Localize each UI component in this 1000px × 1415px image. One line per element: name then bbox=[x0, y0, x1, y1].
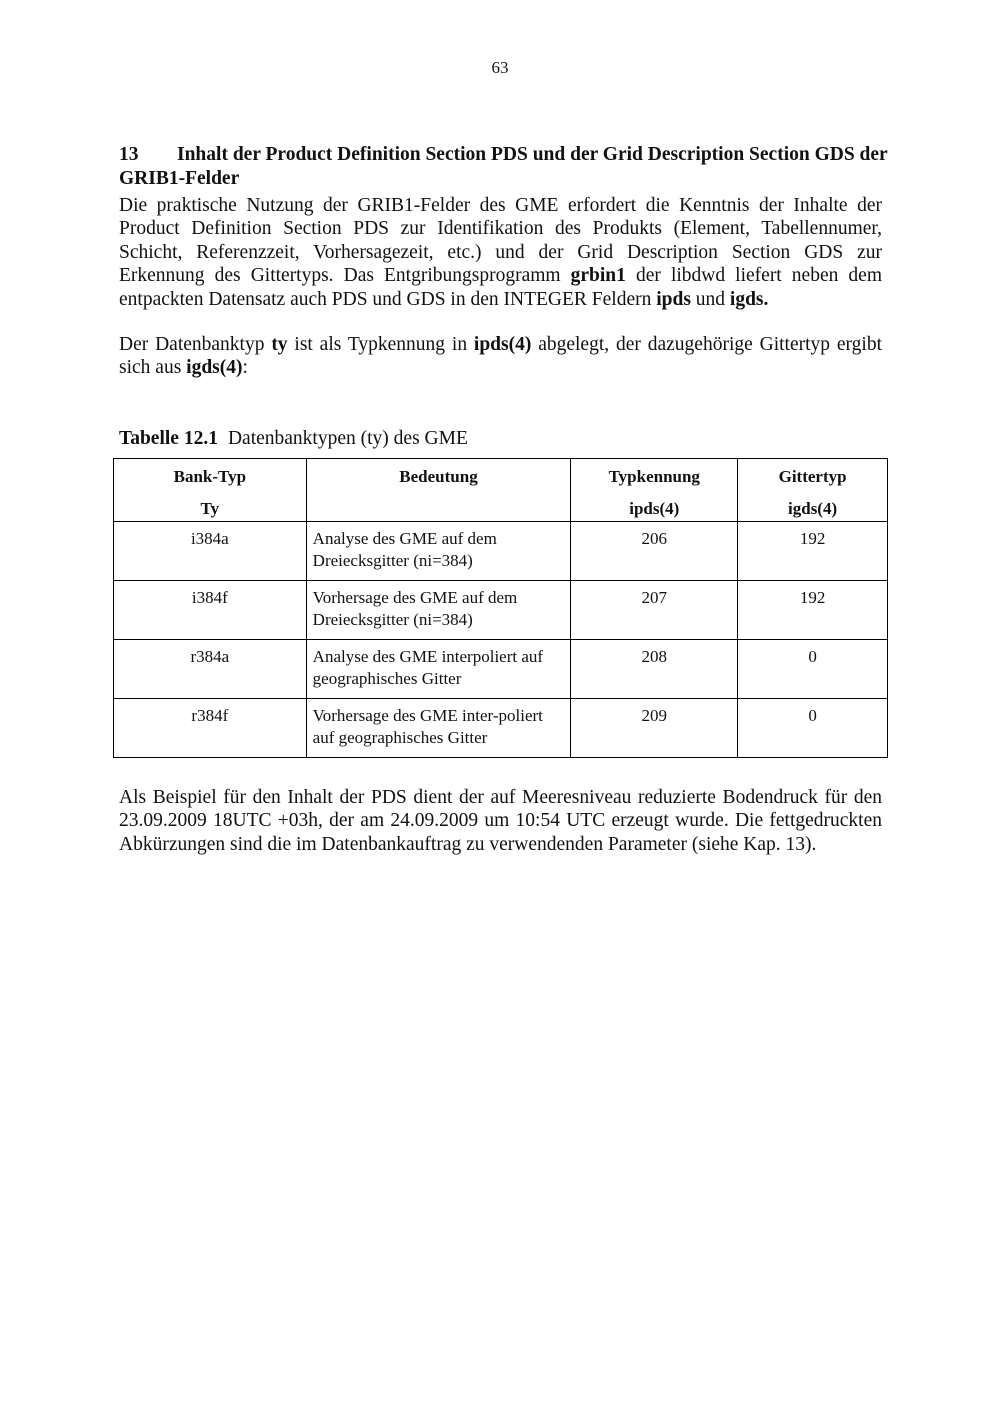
table-row bbox=[114, 640, 888, 699]
table-row bbox=[114, 522, 888, 581]
table-caption bbox=[119, 427, 468, 451]
table-row bbox=[114, 699, 888, 758]
header-line: Gittertyp bbox=[778, 467, 847, 486]
text-segment: : bbox=[242, 357, 248, 379]
text-segment: der libdwd liefert neben dem entpackten Datensatz auch PDS und GDS in den INTEGER Feldern bbox=[119, 265, 882, 310]
datatype-table bbox=[113, 458, 888, 758]
text-segment: ist als Typkennung in bbox=[287, 334, 474, 355]
section-heading bbox=[119, 143, 889, 191]
cell-bank-typ: i384a bbox=[114, 522, 307, 581]
header-line: igds(4) bbox=[788, 499, 838, 518]
text-segment: abgelegt, der dazugehörige Gittertyp ergibt sich aus bbox=[119, 334, 882, 379]
text-segment: und bbox=[690, 288, 730, 310]
header-bedeutung bbox=[306, 459, 571, 522]
section-title: Inhalt der Product Definition Section PDS und der Grid Description Section GDS der GRIB1-Felder bbox=[119, 144, 888, 189]
cell-gittertyp: 192 bbox=[738, 581, 888, 640]
header-line: Bedeutung bbox=[399, 467, 478, 486]
cell-bank-typ: r384a bbox=[114, 640, 307, 699]
cell-bedeutung: Vorhersage des GME auf dem Dreiecksgitter (ni=384) bbox=[306, 581, 571, 640]
table-caption-label: Tabelle 12.1 bbox=[119, 428, 218, 449]
cell-bedeutung: Analyse des GME interpoliert auf geographisches Gitter bbox=[306, 640, 571, 699]
example-paragraph: Als Beispiel für den Inhalt der PDS dient der auf Meeresniveau reduzierte Bodendruck für den 23.09.2009 18UTC +03h, der am 24.09.2009 um 10:54 UTC erzeugt wurde. Die fettgedruckten Abkürzungen sind die im Datenbankauftrag zu verwendenden Parameter (siehe Kap. 13). bbox=[119, 787, 882, 855]
cell-gittertyp: 0 bbox=[738, 699, 888, 758]
bold-term: ipds(4) bbox=[473, 334, 532, 355]
cell-bedeutung: Vorhersage des GME inter-poliert auf geographisches Gitter bbox=[306, 699, 571, 758]
header-line: Bank-Typ bbox=[173, 467, 247, 486]
header-bank-typ bbox=[114, 459, 307, 522]
header-line bbox=[307, 488, 571, 498]
section-number: 13 bbox=[119, 144, 139, 165]
cell-bank-typ: r384f bbox=[114, 699, 307, 758]
bold-term: ty bbox=[271, 334, 288, 355]
header-gittertyp bbox=[738, 459, 888, 522]
bold-term: igds(4) bbox=[186, 357, 243, 379]
intro-paragraph bbox=[119, 194, 882, 311]
cell-gittertyp: 192 bbox=[738, 522, 888, 581]
cell-typkennung: 206 bbox=[571, 522, 738, 581]
cell-typkennung: 207 bbox=[571, 581, 738, 640]
table-header-row bbox=[114, 459, 888, 522]
bold-term: ipds bbox=[656, 288, 691, 310]
bold-term: grbin1 bbox=[570, 265, 626, 287]
table-row bbox=[114, 581, 888, 640]
bold-term: igds. bbox=[729, 288, 769, 310]
text-segment: Die praktische Nutzung der GRIB1-Felder des GME erfordert die Kenntnis der Inhalte der Product Definition Section PDS zur Identifikation des Produkts (Element, Tabellennumer, Schicht, Referenzzeit, Vorhersagezeit, etc.) und der Grid Description Section GDS zur Erkennung des Gittertyps. Das Entgribungsprogramm bbox=[119, 195, 882, 287]
cell-bedeutung: Analyse des GME auf dem Dreiecksgitter (ni=384) bbox=[306, 522, 571, 581]
cell-typkennung: 209 bbox=[571, 699, 738, 758]
cell-typkennung: 208 bbox=[571, 640, 738, 699]
header-line: Ty bbox=[200, 499, 220, 518]
header-typkennung bbox=[571, 459, 738, 522]
text-segment: Der Datenbanktyp bbox=[119, 334, 272, 355]
table-caption-text: Datenbanktypen (ty) des GME bbox=[227, 428, 468, 449]
header-line: Typkennung bbox=[608, 467, 700, 486]
header-line: ipds(4) bbox=[629, 499, 680, 518]
cell-gittertyp: 0 bbox=[738, 640, 888, 699]
page-number: 63 bbox=[491, 58, 509, 77]
cell-bank-typ: i384f bbox=[114, 581, 307, 640]
datatype-paragraph bbox=[119, 333, 882, 380]
